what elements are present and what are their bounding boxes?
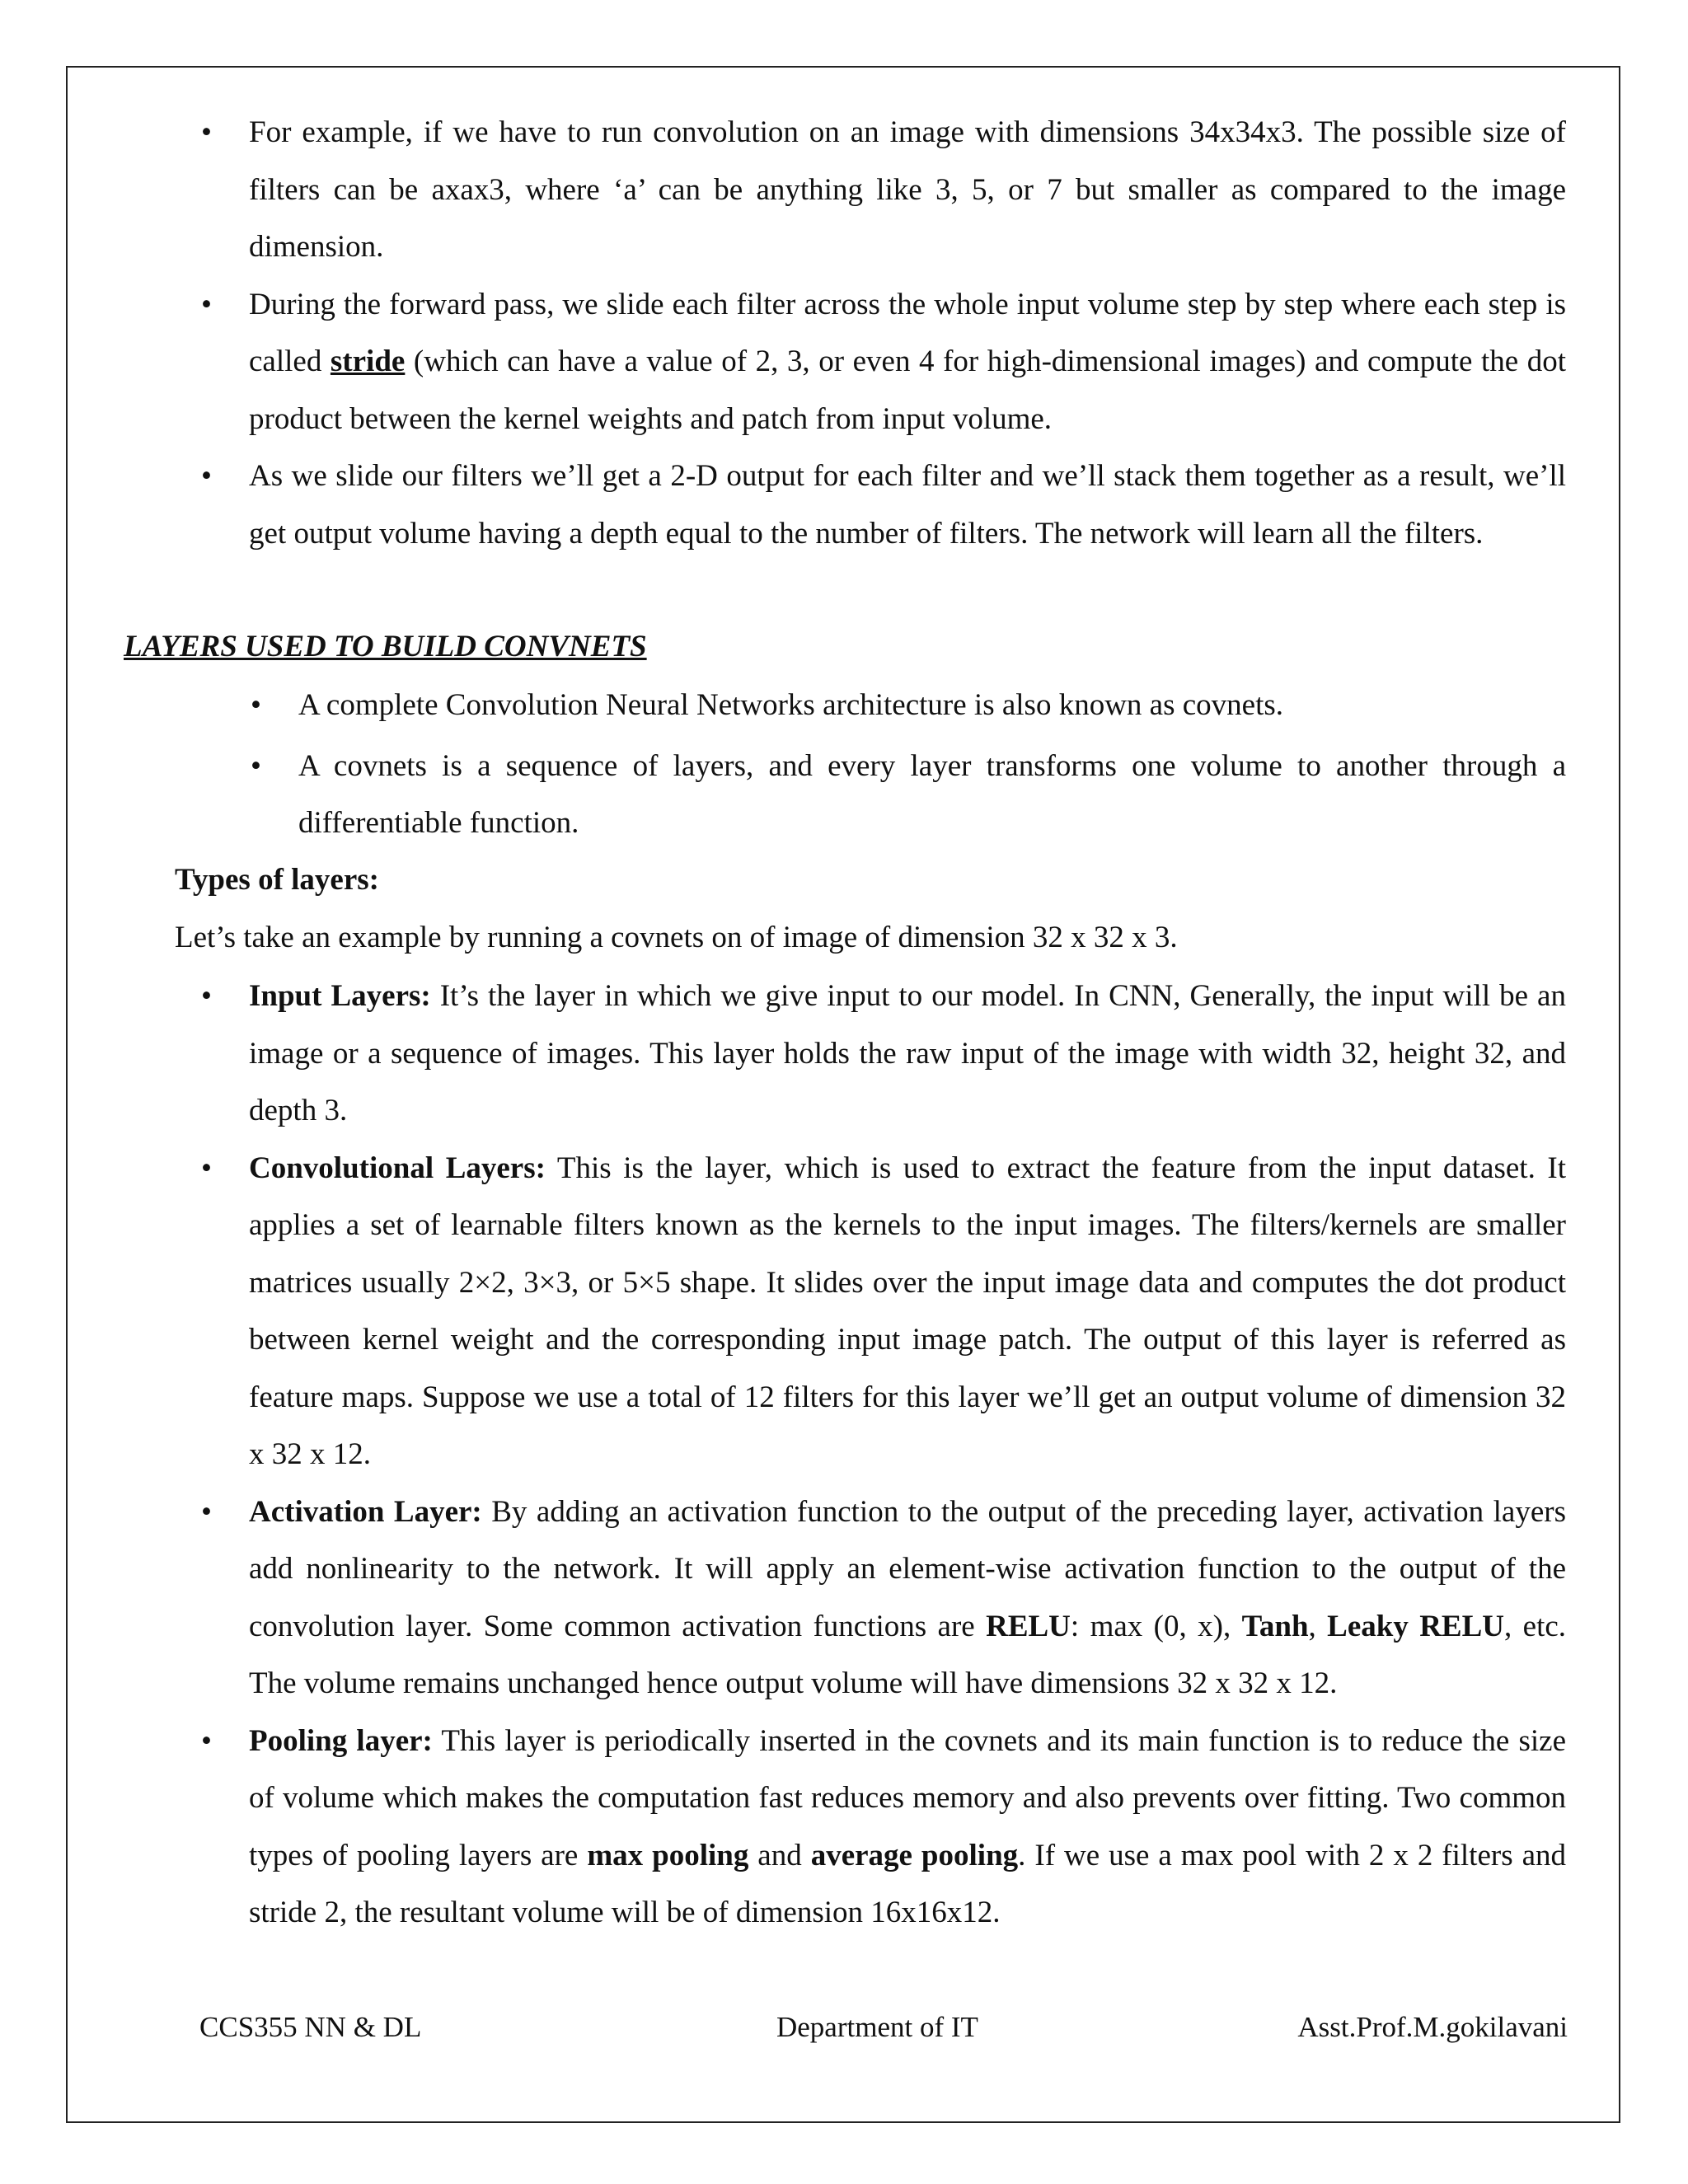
list-item: • Pooling layer: This layer is periodically inserted in the covnets and its main function is to reduce the size of volume which makes the computation fast reduces memory and also prevents over fitting. Two common types of pooling layers are max pooling and average pooling. If we use a max pool with 2 x 2 filters and stride 2, the resultant volume will be of dimension 16x16x12. — [249, 1713, 1566, 1942]
page-footer — [199, 2011, 1568, 2052]
intro-bullet-list — [249, 104, 1566, 562]
list-item: • Input Layers: It’s the layer in which we give input to our model. In CNN, Generally, the input will be an image or a sequence of images. This layer holds the raw input of the image with width 32, height 32, and depth 3. — [249, 968, 1566, 1140]
footer-department: Department of IT — [776, 2011, 978, 2043]
list-item: • As we slide our filters we’ll get a 2-D output for each filter and we’ll stack them together as a result, we’ll get output volume having a depth equal to the number of filters. The network will learn all the filters. — [249, 448, 1566, 562]
list-item: • Activation Layer: By adding an activation function to the output of the preceding layer, activation layers add nonlinearity to the network. It will apply an element-wise activation function to the output of the convolution layer. Some common activation functions are RELU: max (0, x), Tanh, Leaky RELU, etc. The volume remains unchanged hence output volume will have dimensions 32 x 32 x 12. — [249, 1483, 1566, 1713]
list-item: • A complete Convolution Neural Networks architecture is also known as covnets. — [298, 677, 1566, 734]
list-item: • During the forward pass, we slide each filter across the whole input volume step by step where each step is called stride (which can have a value of 2, 3, or even 4 for high-dimensional images) and compute the dot product between the kernel weights and patch from input volume. — [249, 276, 1566, 448]
convolutional-layers-label: Convolutional Layers: — [249, 1151, 546, 1185]
covnet-bullet-list — [298, 677, 1566, 852]
list-item: • A covnets is a sequence of layers, and every layer transforms one volume to another through a differentiable function. — [298, 738, 1566, 852]
activation-layer-label: Activation Layer: — [249, 1494, 482, 1529]
layer-types-list — [249, 968, 1566, 1942]
input-layers-label: Input Layers: — [249, 979, 431, 1013]
list-item: • Convolutional Layers: This is the layer, which is used to extract the feature from the input dataset. It applies a set of learnable filters known as the kernels to the input images. The filters/kernels are smaller matrices usually 2×2, 3×3, or 5×5 shape. It slides over the input image data and computes the dot product between kernel weight and the corresponding input image patch. The output of this layer is referred as feature maps. Suppose we use a total of 12 filters for this layer we’ll get an output volume of dimension 32 x 32 x 12. — [249, 1140, 1566, 1483]
footer-course: CCS355 NN & DL — [199, 2011, 422, 2043]
section-heading: LAYERS USED TO BUILD CONVNETS — [124, 630, 647, 663]
example-line: Let’s take an example by running a covnets on of image of dimension 32 x 32 x 3. — [175, 921, 1178, 954]
pooling-layer-label: Pooling layer: — [249, 1723, 433, 1758]
stride-term: stride — [330, 344, 406, 378]
list-item: • For example, if we have to run convolution on an image with dimensions 34x34x3. The possible size of filters can be axax3, where ‘a’ can be anything like 3, 5, or 7 but smaller as compared to the image dimension. — [249, 104, 1566, 276]
types-heading: Types of layers: — [175, 863, 379, 897]
footer-author: Asst.Prof.M.gokilavani — [1297, 2011, 1568, 2043]
